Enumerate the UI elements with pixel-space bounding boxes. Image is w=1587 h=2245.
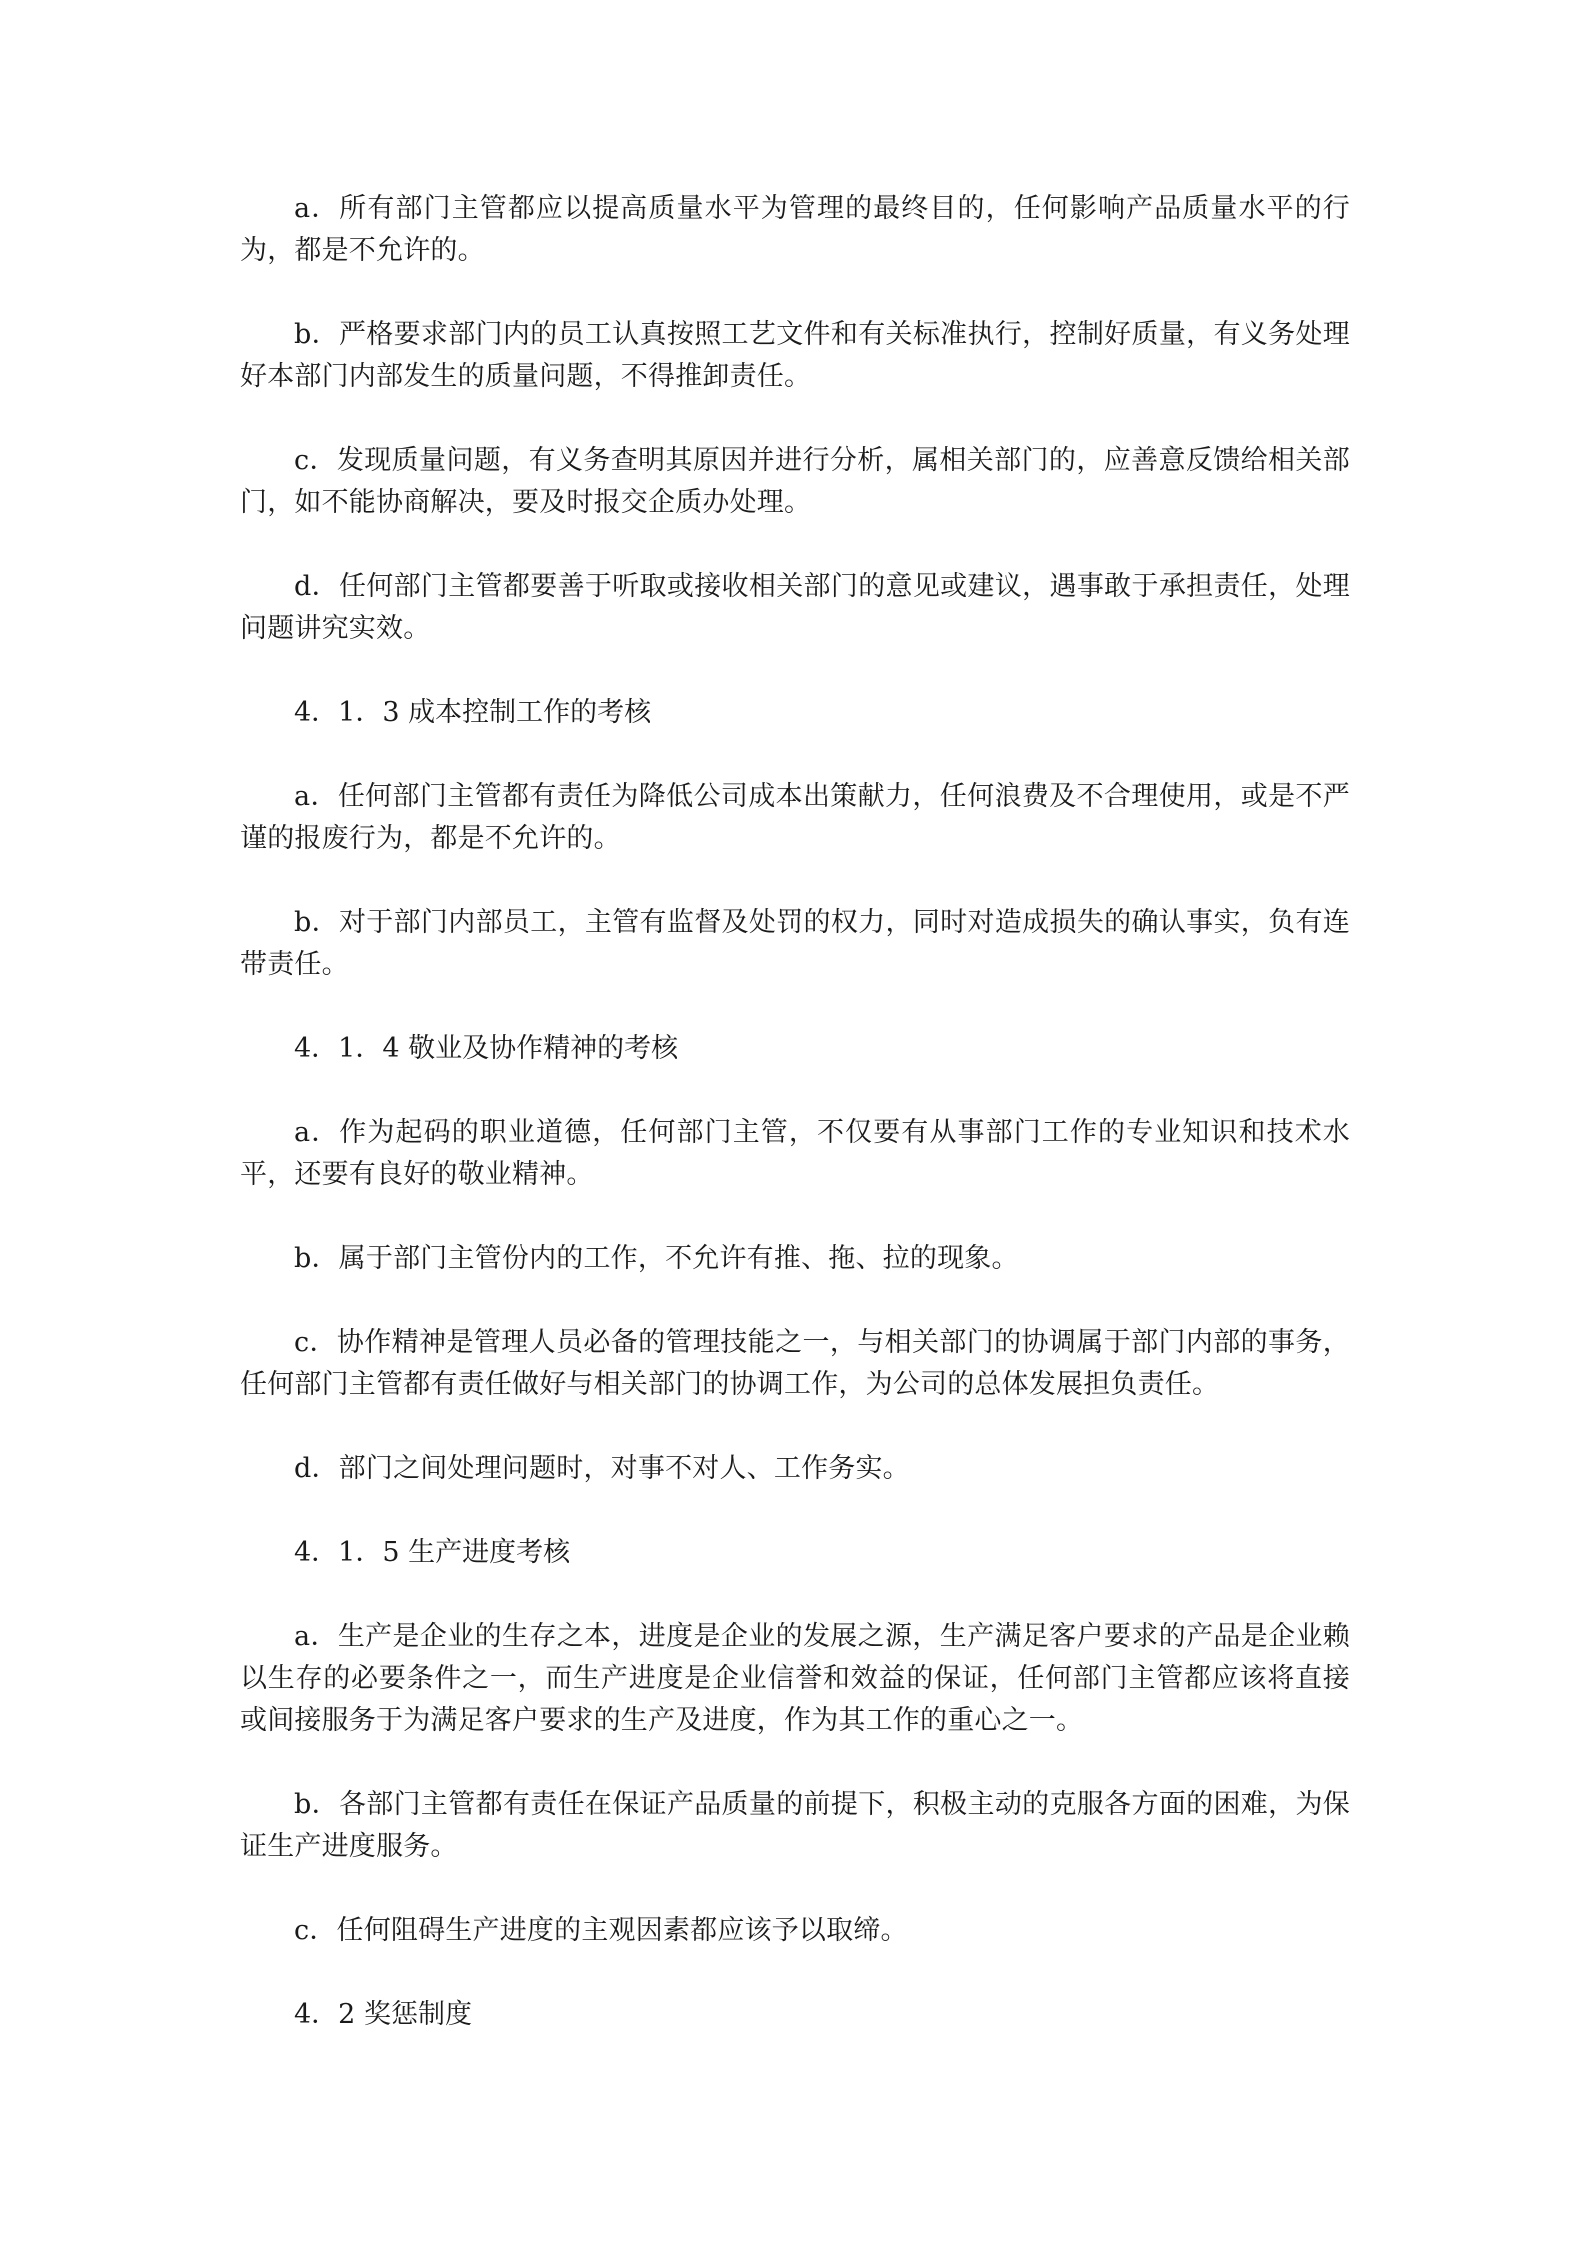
document-page	[240, 188, 1350, 2078]
section-heading-4-1-5: 4．1．5 生产进度考核	[294, 1537, 571, 1568]
section-heading-4-2: 4．2 奖惩制度	[294, 1999, 472, 2030]
paragraph-quality-c: c．发现质量问题，有义务查明其原因并进行分析，属相关部门的，应善意反馈给相关部门，如不能协商解决，要及时报交企质办处理。	[240, 445, 1350, 518]
paragraph-quality-d: d．任何部门主管都要善于听取或接收相关部门的意见或建议，遇事敢于承担责任，处理问题讲究实效。	[240, 571, 1350, 644]
paragraph-cost-a: a．任何部门主管都有责任为降低公司成本出策献力，任何浪费及不合理使用，或是不严谨的报废行为，都是不允许的。	[240, 781, 1350, 854]
paragraph-dedication-d: d．部门之间处理问题时，对事不对人、工作务实。	[294, 1453, 910, 1484]
paragraph-dedication-c: c．协作精神是管理人员必备的管理技能之一，与相关部门的协调属于部门内部的事务，任何部门主管都有责任做好与相关部门的协调工作，为公司的总体发展担负责任。	[240, 1327, 1350, 1400]
paragraph-dedication-a: a．作为起码的职业道德，任何部门主管，不仅要有从事部门工作的专业知识和技术水平，还要有良好的敬业精神。	[240, 1117, 1350, 1190]
section-heading-4-1-4: 4．1．4 敬业及协作精神的考核	[294, 1033, 679, 1064]
paragraph-progress-b: b．各部门主管都有责任在保证产品质量的前提下，积极主动的克服各方面的困难，为保证生产进度服务。	[240, 1789, 1350, 1862]
section-heading-4-1-3: 4．1．3 成本控制工作的考核	[294, 697, 652, 728]
paragraph-progress-c: c．任何阻碍生产进度的主观因素都应该予以取缔。	[294, 1915, 908, 1946]
paragraph-cost-b: b．对于部门内部员工，主管有监督及处罚的权力，同时对造成损失的确认事实，负有连带责任。	[240, 907, 1350, 980]
paragraph-dedication-b: b．属于部门主管份内的工作，不允许有推、拖、拉的现象。	[294, 1243, 1019, 1274]
paragraph-quality-b: b．严格要求部门内的员工认真按照工艺文件和有关标准执行，控制好质量，有义务处理好本部门内部发生的质量问题，不得推卸责任。	[240, 319, 1350, 392]
paragraph-quality-a: a．所有部门主管都应以提高质量水平为管理的最终目的，任何影响产品质量水平的行为，都是不允许的。	[240, 193, 1350, 266]
paragraph-progress-a: a．生产是企业的生存之本，进度是企业的发展之源，生产满足客户要求的产品是企业赖以生存的必要条件之一，而生产进度是企业信誉和效益的保证，任何部门主管都应该将直接或间接服务于为满足客户要求的生产及进度，作为其工作的重心之一。	[240, 1621, 1350, 1736]
